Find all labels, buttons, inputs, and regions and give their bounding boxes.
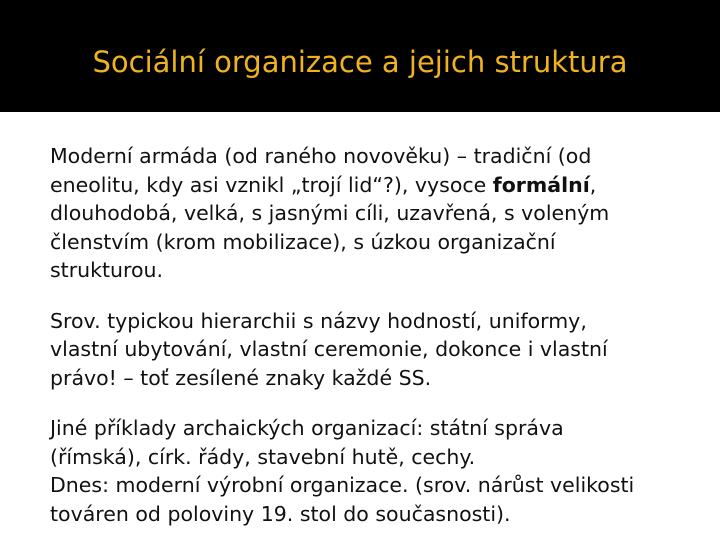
paragraph-hierarchy	[50, 307, 700, 393]
text-line: továren od poloviny 19. stol do současnosti).	[50, 501, 511, 526]
text-line: Dnes: moderní výrobní organizace. (srov. nárůst velikosti	[50, 473, 635, 497]
slide-title: Sociální organizace a jejich struktura	[92, 45, 628, 79]
text-line: Moderní armáda (od raného novověku) – tradiční (od	[50, 144, 592, 168]
title-bar	[0, 0, 720, 112]
text-line: právo! – toť zesílené znaky každé SS.	[50, 365, 432, 390]
text-line: Srov. typickou hierarchii s názvy hodností, uniformy,	[50, 308, 587, 333]
emphasis-text: formální	[492, 172, 590, 197]
text-line: (římská), círk. řády, stavební hutě, cechy.	[50, 444, 476, 469]
paragraph-army	[50, 142, 700, 285]
text-segment: eneolitu, kdy asi vznikl „trojí lid“?), vysoce	[50, 172, 493, 197]
slide-body	[50, 142, 700, 550]
text-line: strukturou.	[50, 258, 164, 282]
emphasis-suffix: ,	[589, 172, 597, 197]
text-line: vlastní ubytování, vlastní ceremonie, dokonce i vlastní	[50, 337, 608, 361]
text-line: Jiné příklady archaických organizací: státní správa	[50, 416, 564, 440]
text-line: členstvím (krom mobilizace), s úzkou organizační	[50, 229, 556, 254]
text-line-with-emphasis	[50, 171, 700, 200]
paragraph-examples	[50, 414, 700, 528]
text-line: dlouhodobá, velká, s jasnými cíli, uzavřená, s voleným	[50, 201, 610, 225]
